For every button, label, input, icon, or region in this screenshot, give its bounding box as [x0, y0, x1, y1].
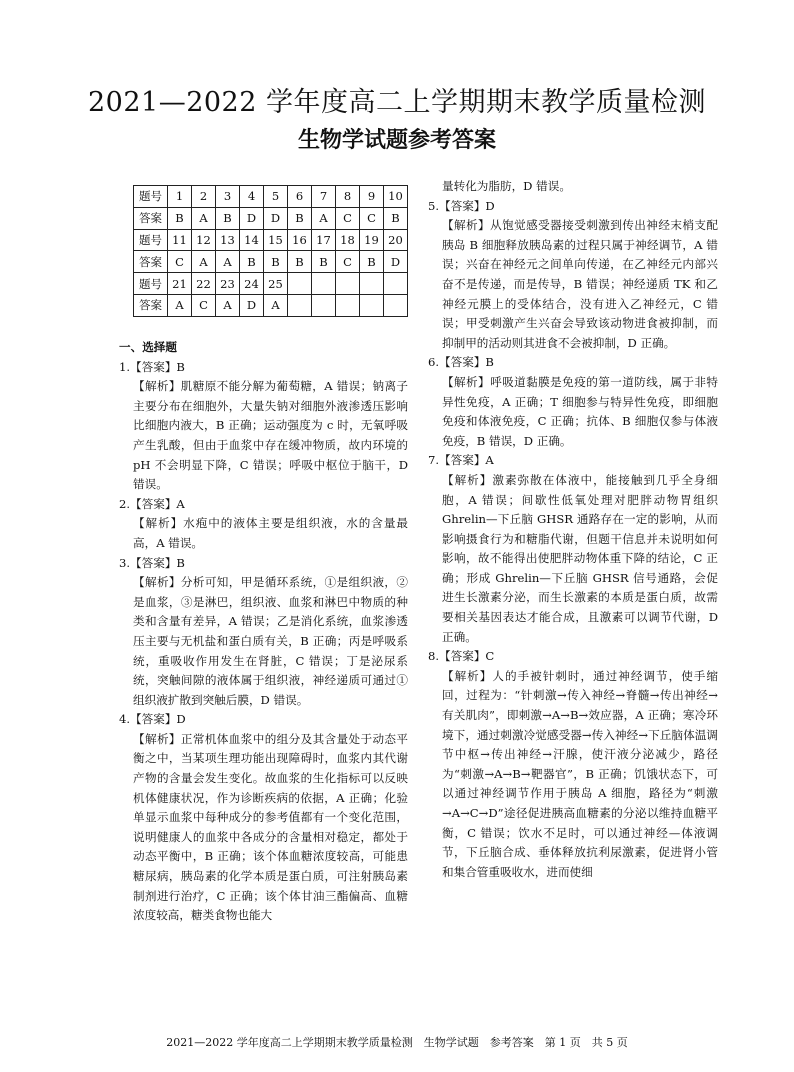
answer-table-cell: A — [264, 294, 288, 316]
answer-table-cell — [288, 273, 312, 295]
answer-table-cell: 16 — [288, 229, 312, 251]
answer-line: 3.【答案】B — [119, 555, 185, 570]
answer-table-cell: B — [384, 207, 408, 229]
answer-table-cell: D — [384, 251, 408, 273]
answer-table-cell: A — [312, 207, 336, 229]
answer-table-cell: A — [216, 294, 240, 316]
answer-table-cell: C — [336, 251, 360, 273]
answer-table-cell — [360, 294, 384, 316]
explanation: 【解析】从饱觉感受器接受刺激到传出神经末梢支配胰岛 B 细胞释放胰岛素的过程只属于神经调节，A 错误；兴奋在神经元之间单向传递，在乙神经元内部兴奋不是传递，而是传导，B 错误；神经递质 TK 和乙神经元膜上的受体结合，没有进入乙神经元，C 错误；甲受刺激产生兴奋会导致该动物进食被抑制，而抑制甲的活动则其进食不会被抑制，D 正确。 — [442, 218, 718, 350]
answer-line: 7.【答案】A — [428, 453, 494, 468]
answer-table-cell: A — [192, 207, 216, 229]
answer-table-cell: A — [168, 294, 192, 316]
answer-table-cell — [336, 273, 360, 295]
answer-table-cell — [312, 273, 336, 295]
answer-table-header-cell: 答案 — [134, 294, 168, 316]
question-7 — [428, 451, 718, 647]
question-1 — [119, 358, 408, 495]
answer-table-cell: B — [312, 251, 336, 273]
explanation: 【解析】水疱中的液体主要是组织液，水的含量最高，A 错误。 — [133, 516, 408, 550]
document-subtitle: 生物学试题参考答案 — [297, 128, 496, 153]
explanation: 【解析】呼吸道黏膜是免疫的第一道防线，属于非特异性免疫，A 正确；T 细胞参与特异性免疫，即细胞免疫和体液免疫，C 正确；抗体、B 细胞仅参与体液免疫，B 错误，D 正确。 — [442, 374, 718, 448]
answer-table-row — [134, 207, 408, 229]
answer-table-cell: 11 — [168, 229, 192, 251]
answer-table-cell: 5 — [264, 186, 288, 208]
answer-table-cell: C — [168, 251, 192, 273]
answer-table-header-cell: 答案 — [134, 207, 168, 229]
answer-table-cell: B — [360, 251, 384, 273]
answer-table-cell — [360, 273, 384, 295]
answer-table-cell: A — [216, 251, 240, 273]
answer-table-cell: 21 — [168, 273, 192, 295]
answer-table-cell: D — [240, 294, 264, 316]
answer-line: 1.【答案】B — [119, 359, 185, 374]
left-column — [119, 338, 408, 926]
question-6 — [428, 353, 718, 451]
answer-table-header-cell: 题号 — [134, 229, 168, 251]
answer-table-row — [134, 229, 408, 251]
answer-table-cell: 8 — [336, 186, 360, 208]
page-footer: 2021—2022 学年度高二上学期期末教学质量检测 生物学试题 参考答案 第 1 页 共 5 页 — [166, 1036, 628, 1049]
answer-table-cell: C — [192, 294, 216, 316]
explanation: 【解析】激素弥散在体液中，能接触到几乎全身细胞，A 错误；间歇性低氧处理对肥胖动物胃组织 Ghrelin—下丘脑 GHSR 通路存在一定的影响，从而影响摄食行为和糖脂代谢，但题干信息并未说明如何影响，故不能得出使肥胖动物体重下降的结论，C 正确；形成 Ghrelin—下丘脑 GHSR 信号通路，会促进生长激素分泌，而生长激素的本质是蛋白质，故需要相关基因表达才能合成，且激素可以调节代谢，D 正确。 — [442, 472, 718, 644]
answer-table-header-cell: 题号 — [134, 186, 168, 208]
question-8 — [428, 647, 718, 882]
answer-table-cell: 7 — [312, 186, 336, 208]
answer-table-cell: 12 — [192, 229, 216, 251]
answer-table-cell: 22 — [192, 273, 216, 295]
answer-table-cell: 1 — [168, 186, 192, 208]
answer-table-cell: B — [216, 207, 240, 229]
answer-line: 5.【答案】D — [428, 198, 495, 213]
answer-table-header-cell: 答案 — [134, 251, 168, 273]
answer-table-cell: 18 — [336, 229, 360, 251]
explanation: 【解析】肌糖原不能分解为葡萄糖，A 错误；钠离子主要分布在细胞外，大量失钠对细胞外液渗透压影响比细胞内液大，B 正确；运动强度为 c 时，无氧呼吸产生乳酸，但由于血浆中存在缓冲物质，故内环境的 pH 不会明显下降，C 错误；呼吸中枢位于脑干，D 错误。 — [133, 379, 408, 492]
answer-table-cell: D — [264, 207, 288, 229]
answer-table-cell: 23 — [216, 273, 240, 295]
right-column — [428, 177, 718, 882]
document-title: 2021—2022 学年度高二上学期期末教学质量检测 — [87, 87, 706, 118]
answer-table-cell: 14 — [240, 229, 264, 251]
answer-table-row — [134, 294, 408, 316]
answer-table-cell: B — [240, 251, 264, 273]
answer-table-cell: B — [288, 207, 312, 229]
answer-line: 6.【答案】B — [428, 355, 494, 370]
answer-table-cell: A — [192, 251, 216, 273]
question-5 — [428, 197, 718, 354]
answer-table-cell: C — [336, 207, 360, 229]
answer-table-cell: B — [288, 251, 312, 273]
answer-table-cell — [288, 294, 312, 316]
answer-table-row — [134, 251, 408, 273]
answer-table-cell: 15 — [264, 229, 288, 251]
answer-table-cell: 24 — [240, 273, 264, 295]
answer-table-cell: 6 — [288, 186, 312, 208]
question-2 — [119, 495, 408, 554]
answer-table — [133, 185, 408, 317]
answer-line: 4.【答案】D — [119, 712, 186, 727]
answer-table-cell: 19 — [360, 229, 384, 251]
answer-table-cell: 13 — [216, 229, 240, 251]
answer-table-cell — [384, 273, 408, 295]
answer-table-cell: 3 — [216, 186, 240, 208]
question-3 — [119, 554, 408, 711]
answer-table-cell: 4 — [240, 186, 264, 208]
continuation-text: 量转化为脂肪，D 错误。 — [442, 179, 571, 193]
answer-table-header-cell: 题号 — [134, 273, 168, 295]
answer-table-cell: B — [264, 251, 288, 273]
answer-table-cell: 20 — [384, 229, 408, 251]
answer-table-cell: 2 — [192, 186, 216, 208]
answer-table-cell: C — [360, 207, 384, 229]
answer-table-row — [134, 273, 408, 295]
answer-table-cell — [336, 294, 360, 316]
explanation: 【解析】分析可知，甲是循环系统，①是组织液，②是血浆，③是淋巴，组织液、血浆和淋巴中物质的种类和含量有差异，A 错误；乙是消化系统，血浆渗透压主要与无机盐和蛋白质有关，B 正确；丙是呼吸系统，重吸收作用发生在肾脏，C 错误；丁是泌尿系统，突触间隙的液体属于组织液，神经递质可通过①组织液扩散到突触后膜，D 错误。 — [133, 575, 408, 707]
answer-table-cell: 17 — [312, 229, 336, 251]
section-heading: 一、选择题 — [119, 340, 177, 354]
answer-table-cell: 25 — [264, 273, 288, 295]
answer-table-cell: D — [240, 207, 264, 229]
question-4 — [119, 710, 408, 926]
answer-table-cell: 9 — [360, 186, 384, 208]
answer-table-cell — [384, 294, 408, 316]
explanation: 【解析】人的手被针刺时，通过神经调节，使手缩回，过程为：“针刺激→传入神经→脊髓→传出神经→有关肌肉”，即刺激→A→B→效应器，A 正确；寒冷环境下，通过刺激冷觉感受器→传入神经→下丘脑体温调节中枢→传出神经→汗腺，使汗液分泌减少，路径为“刺激→A→B→靶器官”，B 正确；饥饿状态下，可以通过神经调节作用于胰岛 A 细胞，路径为“刺激→A→C→D”途径促进胰高血糖素的分泌以维持血糖平衡，C 错误；饮水不足时，可以通过神经—体液调节，下丘脑合成、垂体释放抗利尿激素，促进肾小管和集合管重吸收水，进而使细 — [442, 668, 718, 879]
answer-line: 2.【答案】A — [119, 496, 185, 511]
answer-line: 8.【答案】C — [428, 649, 495, 664]
answer-table-cell — [312, 294, 336, 316]
answer-table-cell: B — [168, 207, 192, 229]
explanation: 【解析】正常机体血浆中的组分及其含量处于动态平衡之中，当某项生理功能出现障碍时，血浆内其代谢产物的含量会发生变化。故血浆的生化指标可以反映机体健康状况，作为诊断疾病的依据，A 正确；化验单显示血浆中每种成分的参考值都有一个变化范围，说明健康人的血浆中各成分的含量相对稳定，都处于动态平衡中，B 正确；该个体血糖浓度较高，可能患糖尿病，胰岛素的化学本质是蛋白质，可注射胰岛素制剂进行治疗，C 正确；该个体甘油三酯偏高、血糖浓度较高，糖类食物也能大 — [133, 731, 408, 923]
answer-table-cell: 10 — [384, 186, 408, 208]
answer-table-row — [134, 186, 408, 208]
